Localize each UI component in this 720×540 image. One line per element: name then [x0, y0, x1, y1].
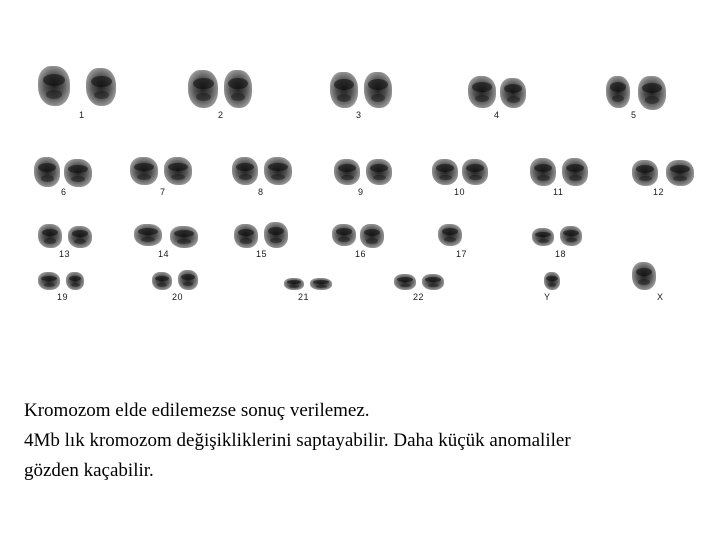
chromosome-label-20: 20	[172, 292, 184, 302]
caption-line-1: Kromozom elde edilemezse sonuç verilemez.	[24, 400, 370, 421]
chromosome-label-13: 13	[59, 249, 71, 259]
caption-line-3: gözden kaçabilir.	[24, 460, 154, 481]
chromosome-label-16: 16	[355, 249, 367, 259]
caption-text	[24, 396, 714, 486]
chromosome-label-y: Y	[544, 292, 551, 302]
chromosome-label-6: 6	[61, 187, 67, 197]
chromosome-label-19: 19	[57, 292, 69, 302]
chromosome-label-10: 10	[454, 187, 466, 197]
chromosome-label-11: 11	[553, 187, 564, 197]
chromosome-label-1: 1	[79, 110, 85, 120]
caption-line-2: 4Mb lık kromozom değişikliklerini saptayabilir. Daha küçük anomaliler	[24, 430, 571, 451]
chromosome-label-12: 12	[653, 187, 665, 197]
chromosome-label-7: 7	[160, 187, 166, 197]
chromosome-label-2: 2	[218, 110, 224, 120]
chromosome-label-15: 15	[256, 249, 268, 259]
chromosome-label-8: 8	[258, 187, 264, 197]
chromosome-label-18: 18	[555, 249, 567, 259]
chromosome-label-21: 21	[298, 292, 310, 302]
chromosome-label-x: X	[657, 292, 664, 302]
chromosome-label-3: 3	[356, 110, 362, 120]
chromosome-label-5: 5	[631, 110, 637, 120]
chromosome-label-17: 17	[456, 249, 468, 259]
chromosome-label-9: 9	[358, 187, 364, 197]
chromosome-label-14: 14	[158, 249, 170, 259]
chromosome-label-4: 4	[494, 110, 500, 120]
chromosome-label-22: 22	[413, 292, 425, 302]
